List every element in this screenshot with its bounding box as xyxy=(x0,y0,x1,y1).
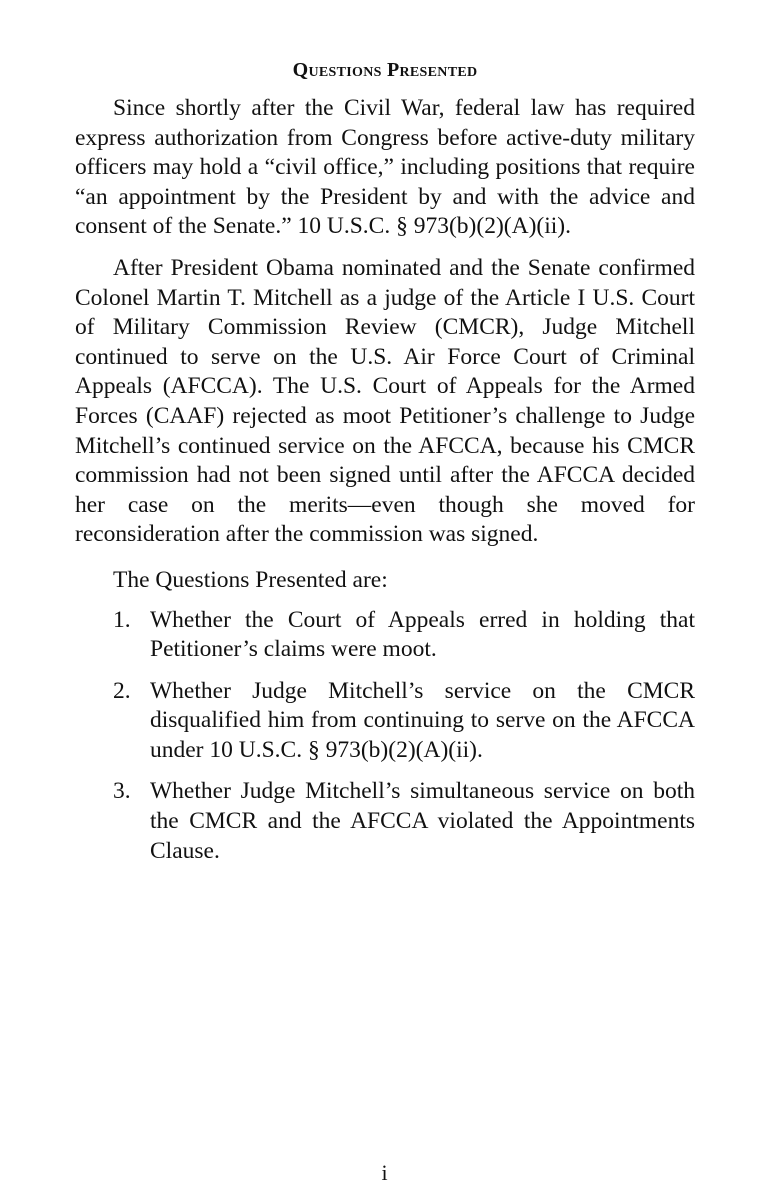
question-item xyxy=(75,777,695,866)
question-number: 2. xyxy=(113,677,131,704)
page-number: i xyxy=(381,1160,388,1185)
paragraph-civil-office: Since shortly after the Civil War, federal law has required express authorization from Congress before active-duty military officers may hold a “civil office,” including positions that require “an appointment by the President by and with the advice and consent of the Senate.” 10 U.S.C. § 973(b)(2)(A)(ii). xyxy=(75,95,695,240)
section-heading: Questions Presented xyxy=(292,59,478,81)
questions-list xyxy=(75,606,695,867)
question-item xyxy=(75,606,695,665)
question-item xyxy=(75,677,695,766)
question-number: 3. xyxy=(113,778,131,805)
questions-intro: The Questions Presented are: xyxy=(113,566,388,593)
question-text: Whether Judge Mitchell’s service on the CMCR disqualified him from continuing to serve on the AFCCA under 10 U.S.C. § 973(b)(2)(A)(ii). xyxy=(150,677,695,763)
question-text: Whether Judge Mitchell’s simultaneous service on both the CMCR and the AFCCA violated the Appointments Clause. xyxy=(150,778,695,864)
document-page xyxy=(75,56,695,878)
question-text: Whether the Court of Appeals erred in holding that Petitioner’s claims were moot. xyxy=(150,606,695,663)
question-number: 1. xyxy=(113,606,131,633)
paragraph-background: After President Obama nominated and the Senate confirmed Colonel Martin T. Mitchell as a judge of the Article I U.S. Court of Military Commission Review (CMCR), Judge Mitchell continued to serve on the U.S. Air Force Court of Criminal Appeals (AFCCA). The U.S. Court of Appeals for the Armed Forces (CAAF) rejected as moot Petitioner’s challenge to Judge Mitchell’s continued service on the AFCCA, because his CMCR commission had not been signed until after the AFCCA decided her case on the merits—even though she moved for reconsideration after the commission was signed. xyxy=(75,254,695,548)
